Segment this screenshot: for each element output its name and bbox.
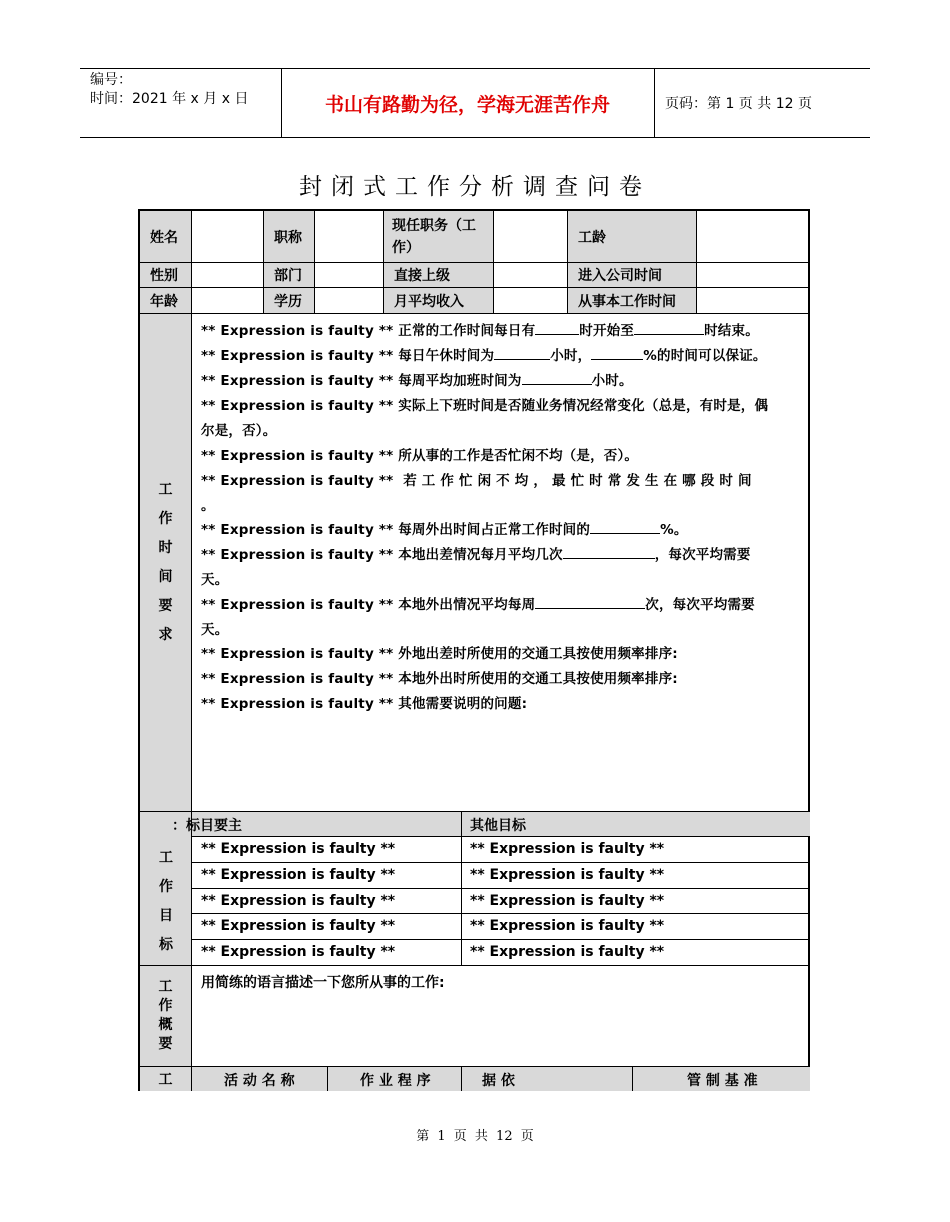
label-char: 作 [158, 998, 173, 1014]
main-goal-cell[interactable]: ** Expression is faulty ** [192, 889, 462, 914]
error-text: ** Expression is faulty ** [201, 696, 394, 712]
work-time-line-8b: 天。 [201, 572, 229, 588]
label-char: 工 [158, 979, 173, 995]
label-char: 作 [159, 879, 173, 895]
error-text: ** Expression is faulty ** [201, 671, 394, 687]
error-text: ** Expression is faulty ** [201, 547, 394, 563]
other-goal-cell[interactable]: ** Expression is faulty ** [462, 863, 810, 889]
work-time-line-6 [201, 469, 752, 489]
error-text: ** Expression is faulty ** [201, 646, 394, 662]
work-time-line-4 [201, 394, 768, 414]
work-time-line-11 [201, 667, 678, 687]
page-number-label: 页码：第 1 页 共 12 页 [665, 96, 812, 112]
label-char: 要 [158, 1036, 173, 1052]
work-time-line-7 [201, 518, 688, 538]
line-text: 若 工 作 忙 闲 不 均 ， 最 忙 时 常 发 生 在 哪 段 时 间 [403, 473, 752, 489]
work-time-line-12 [201, 692, 527, 712]
work-time-line-10 [201, 642, 678, 662]
time-label: 时间：2021 年 x 月 x 日 [90, 91, 249, 107]
other-goals-header: 其他目标 [462, 812, 810, 837]
work-years-label: 从事本工作时间 [568, 288, 697, 314]
error-text: ** Expression is faulty ** [201, 522, 394, 538]
main-goal-cell[interactable]: ** Expression is faulty ** [192, 940, 462, 966]
code-label: 编号： [90, 72, 132, 88]
main-goal-cell[interactable]: ** Expression is faulty ** [192, 863, 462, 889]
gender-field[interactable] [192, 263, 264, 288]
error-text: ** Expression is faulty ** [201, 323, 394, 339]
work-time-line-8 [201, 543, 751, 563]
work-time-line-9b: 天。 [201, 622, 229, 638]
label-char: 时 [158, 539, 173, 556]
department-label: 部门 [264, 263, 315, 288]
line-text: 实际上下班时间是否随业务情况经常变化（总是，有时是，偶 [398, 398, 769, 414]
title-label: 职称 [264, 211, 315, 263]
blank-field[interactable] [563, 546, 655, 559]
activity-col-name: 活 动 名 称 [192, 1067, 328, 1091]
activity-section-label: 工 [140, 1067, 192, 1091]
line-text: 小时。 [591, 373, 633, 389]
current-position-text-2: 作） [392, 240, 420, 256]
work-time-line-5 [201, 444, 638, 464]
monthly-income-label: 月平均收入 [384, 288, 494, 314]
line-text: 正常的工作时间每日有 [398, 323, 536, 339]
label-char: 要 [158, 597, 173, 614]
line-text: 其他需要说明的问题: [398, 696, 528, 712]
line-text: 外地出差时所使用的交通工具按使用频率排序: [398, 646, 678, 662]
current-position-field[interactable] [494, 211, 568, 263]
main-goals-header-text: ：标目要主 [172, 818, 242, 834]
work-time-line-9 [201, 593, 755, 613]
label-char: 目 [159, 908, 173, 924]
document-title: 封闭式工作分析调查问卷 [299, 174, 651, 200]
line-text: 时结束。 [704, 323, 759, 339]
page-footer: 第 1 页 共 12 页 [416, 1129, 534, 1144]
work-time-line-3 [201, 369, 633, 389]
questionnaire-table [138, 209, 810, 1091]
other-goal-cell[interactable]: ** Expression is faulty ** [462, 914, 810, 940]
line-text: 小时， [550, 348, 592, 364]
seniority-field[interactable] [697, 211, 810, 263]
blank-field[interactable] [634, 322, 704, 335]
name-field[interactable] [192, 211, 264, 263]
activity-col-basis: 据 依 [462, 1067, 633, 1091]
other-goal-cell[interactable]: ** Expression is faulty ** [462, 837, 810, 863]
label-char: 间 [158, 568, 173, 585]
work-time-line-6b: 。 [201, 498, 215, 514]
superior-label: 直接上级 [384, 263, 494, 288]
other-goal-cell[interactable]: ** Expression is faulty ** [462, 889, 810, 914]
seniority-label: 工龄 [568, 211, 697, 263]
gender-label: 性别 [140, 263, 192, 288]
department-field[interactable] [315, 263, 384, 288]
join-time-field[interactable] [697, 263, 810, 288]
age-label: 年龄 [140, 288, 192, 314]
motto: 书山有路勤为径，学海无涯苦作舟 [281, 69, 655, 137]
line-text: 所从事的工作是否忙闲不均（是，否）。 [398, 448, 639, 464]
error-text: ** Expression is faulty ** [201, 398, 394, 414]
main-goal-cell[interactable]: ** Expression is faulty ** [192, 837, 462, 863]
activity-col-procedure: 作 业 程 序 [328, 1067, 462, 1091]
main-goals-header [172, 812, 462, 837]
summary-prompt: 用简练的语言描述一下您所从事的工作: [201, 975, 445, 991]
name-label: 姓名 [140, 211, 192, 263]
education-field[interactable] [315, 288, 384, 314]
work-years-field[interactable] [697, 288, 810, 314]
label-char: 作 [158, 510, 173, 527]
blank-field[interactable] [522, 372, 592, 385]
line-text: 每周平均加班时间为 [398, 373, 522, 389]
work-time-line-2 [201, 344, 767, 364]
main-goal-cell[interactable]: ** Expression is faulty ** [192, 914, 462, 940]
work-time-section-label [140, 314, 192, 812]
label-char: 工 [159, 850, 173, 866]
blank-field[interactable] [535, 322, 579, 335]
education-label: 学历 [264, 288, 315, 314]
error-text: ** Expression is faulty ** [201, 597, 394, 613]
label-char: 求 [158, 626, 173, 643]
line-text: %的时间可以保证。 [643, 348, 767, 364]
other-goal-cell[interactable]: ** Expression is faulty ** [462, 940, 810, 966]
line-text: 时开始至 [579, 323, 635, 339]
line-text: 每周外出时间占正常工作时间的 [398, 522, 591, 538]
summary-input[interactable] [192, 966, 810, 1067]
line-text: 本地出差情况每月平均几次 [398, 547, 563, 563]
error-text: ** Expression is faulty ** [201, 473, 394, 489]
age-field[interactable] [192, 288, 264, 314]
label-char: 概 [158, 1017, 173, 1033]
join-time-label: 进入公司时间 [568, 263, 697, 288]
label-char: 标 [159, 937, 173, 953]
current-position-label [384, 211, 494, 263]
error-text: ** Expression is faulty ** [201, 348, 394, 364]
line-text: 每日午休时间为 [398, 348, 495, 364]
line-text: 本地外出情况平均每周 [398, 597, 536, 613]
activity-col-standard: 管 制 基 准 [633, 1067, 810, 1091]
blank-field[interactable] [591, 347, 643, 360]
error-text: ** Expression is faulty ** [201, 373, 394, 389]
line-text: %。 [660, 522, 688, 538]
line-text: ，每次平均需要 [654, 547, 751, 563]
goals-section-label [140, 812, 192, 966]
label-char: 工 [158, 481, 173, 498]
line-text: 本地外出时所使用的交通工具按使用频率排序: [398, 671, 678, 687]
summary-section-label [140, 966, 192, 1067]
work-time-line-4b: 尔是，否）。 [201, 423, 277, 439]
header-meta [80, 69, 282, 137]
blank-field[interactable] [535, 596, 645, 609]
superior-field[interactable] [494, 263, 568, 288]
page-header [80, 68, 870, 138]
work-time-line-1 [201, 319, 759, 339]
blank-field[interactable] [590, 521, 660, 534]
title-field[interactable] [315, 211, 384, 263]
blank-field[interactable] [494, 347, 550, 360]
monthly-income-field[interactable] [494, 288, 568, 314]
error-text: ** Expression is faulty ** [201, 448, 394, 464]
current-position-text-1: 现任职务（工 [392, 218, 476, 234]
line-text: 次，每次平均需要 [645, 597, 755, 613]
